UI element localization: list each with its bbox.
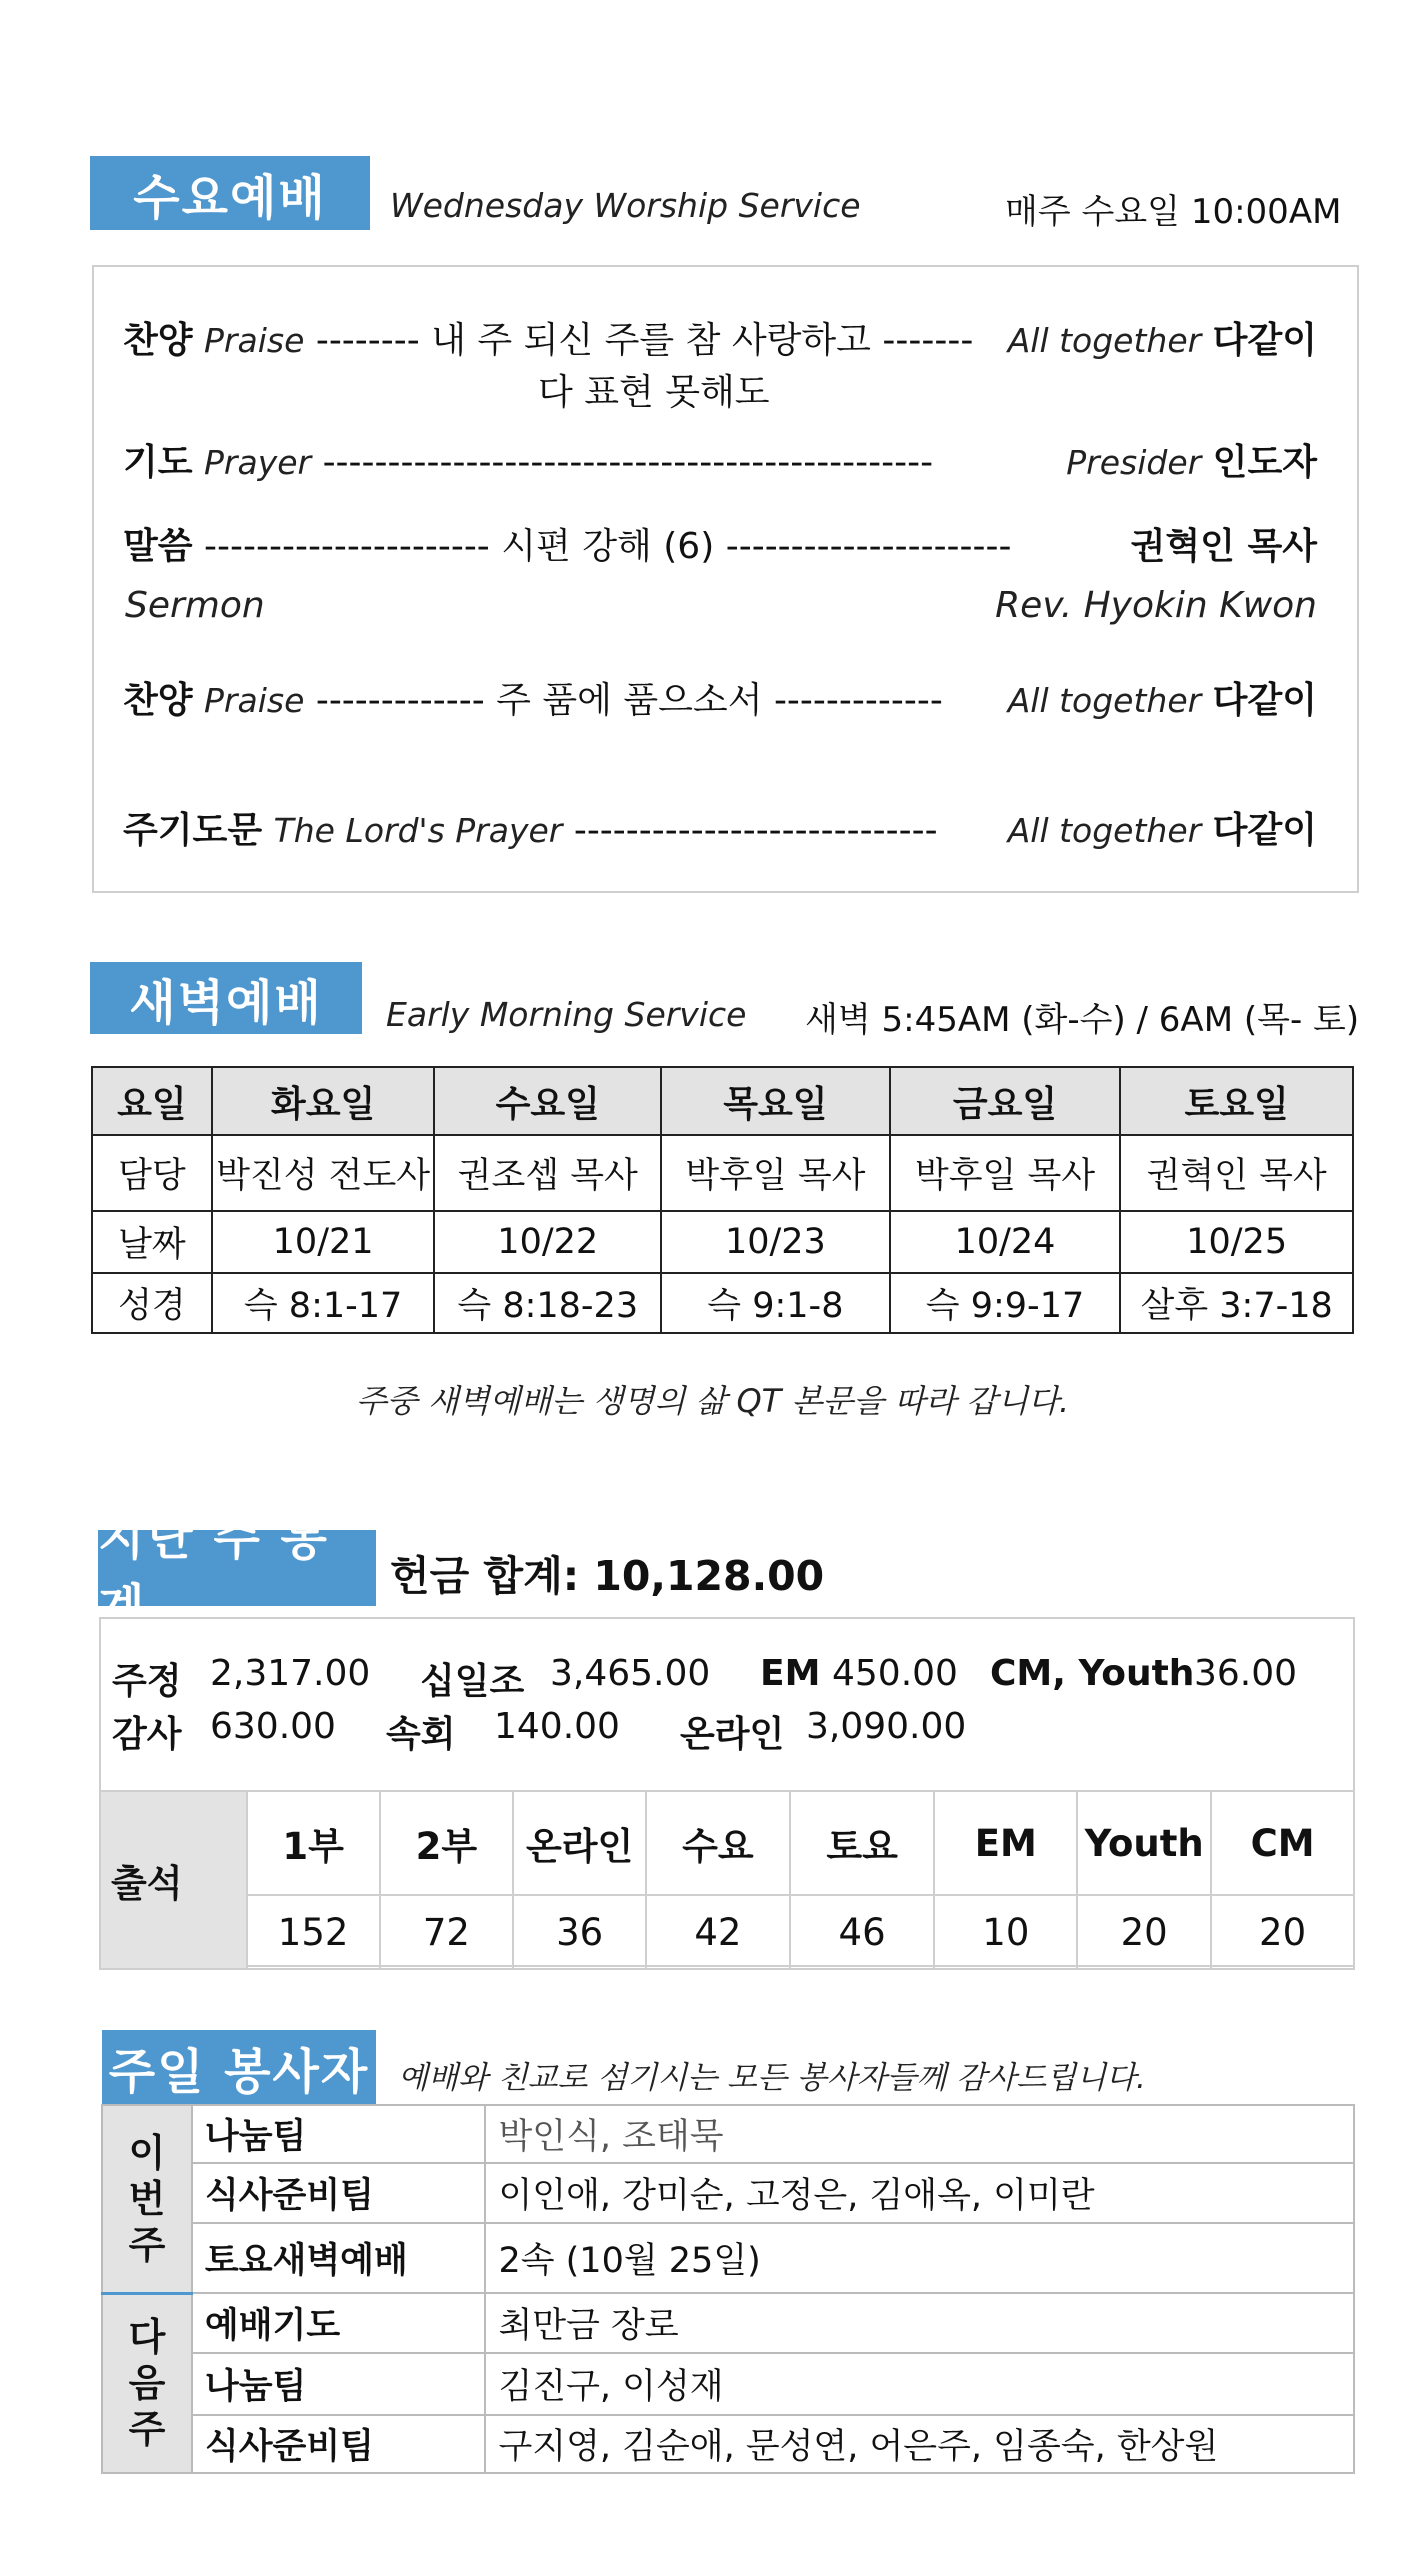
next-week-char: 주 (128, 2407, 166, 2452)
offering-value: 3,090.00 (806, 1706, 967, 1747)
dawn-cell: 10/25 (1120, 1211, 1353, 1273)
dawn-header-row (92, 1067, 1353, 1135)
volunteer-row (102, 2163, 1354, 2223)
offering-value: 450.00 (832, 1653, 958, 1694)
wed-item-praise-1-who (1008, 312, 1317, 363)
dawn-cell: 박진성 전도사 (212, 1135, 435, 1211)
attendance-value-cell: 152 (247, 1895, 380, 1969)
dawn-cell: 10/22 (434, 1211, 661, 1273)
who-ko: 다같이 (1212, 320, 1317, 361)
attendance-header-cell: CM (1211, 1791, 1354, 1895)
attendance-header-cell: 2부 (380, 1791, 514, 1895)
attendance-header-row (100, 1791, 1354, 1895)
dawn-note: 주중 새벽예배는 생명의 삶 QT 본문을 따라 갑니다. (355, 1382, 1070, 1420)
attendance-header-cell: 수요 (646, 1791, 790, 1895)
dawn-cell: 10/24 (890, 1211, 1121, 1273)
who-en: Presider (1066, 443, 1202, 482)
attendance-value-cell: 46 (790, 1895, 935, 1969)
volunteer-row (102, 2293, 1354, 2353)
volunteer-role: 식사준비팀 (192, 2415, 486, 2473)
wed-item-sermon-who: 권혁인 목사 (1130, 526, 1317, 567)
dawn-cell: 슥 8:18-23 (434, 1273, 661, 1333)
volunteer-row (102, 2223, 1354, 2293)
item-label-ko: 주기도문 (123, 810, 263, 851)
who-en: All together (1007, 811, 1202, 850)
attendance-value-cell: 42 (646, 1895, 790, 1969)
volunteer-row (102, 2415, 1354, 2473)
item-label-en: Praise (204, 681, 305, 720)
dash-leader: ------- (882, 320, 974, 361)
offering-key: CM, Youth (990, 1653, 1195, 1694)
item-label-en: The Lord's Prayer (273, 811, 563, 850)
attendance-value-cell: 20 (1077, 1895, 1211, 1969)
who-ko: 다같이 (1212, 680, 1317, 721)
volunteer-role: 식사준비팀 (192, 2163, 486, 2223)
dawn-cell: 박후일 목사 (661, 1135, 890, 1211)
item-label-ko: 기도 (123, 442, 193, 483)
dash-leader: ----------------------------------------------- (322, 442, 934, 483)
volunteer-names: 구지영, 김순애, 문성연, 어은주, 임종숙, 한상원 (485, 2415, 1354, 2473)
offering-value: 2,317.00 (210, 1653, 371, 1694)
attendance-value-cell: 72 (380, 1895, 514, 1969)
dawn-header-cell: 목요일 (661, 1067, 890, 1135)
volunteer-names: 이인애, 강미순, 고정은, 김애옥, 이미란 (485, 2163, 1354, 2223)
dawn-cell: 날짜 (92, 1211, 212, 1273)
dawn-header-cell: 요일 (92, 1067, 212, 1135)
attendance-header-cell: 토요 (790, 1791, 935, 1895)
dash-leader: ---------------------- (725, 526, 1012, 567)
volunteer-names: 최만금 장로 (485, 2293, 1354, 2353)
dawn-cell: 담당 (92, 1135, 212, 1211)
dawn-cell: 권조셉 목사 (434, 1135, 661, 1211)
wed-item-lords-prayer-who (1008, 802, 1317, 853)
item-label-en: Praise (204, 321, 305, 360)
next-week-char: 음 (128, 2361, 166, 2406)
dawn-schedule-table (91, 1066, 1354, 1334)
wed-item-praise-2 (123, 672, 943, 723)
offering-key: 감사 (112, 1714, 182, 1755)
dawn-cell: 10/21 (212, 1211, 435, 1273)
dawn-header-cell: 금요일 (890, 1067, 1121, 1135)
offering-value: 140.00 (494, 1706, 620, 1747)
dawn-row-scripture (92, 1273, 1353, 1333)
dawn-header-cell: 토요일 (1120, 1067, 1353, 1135)
volunteer-role: 나눔팀 (192, 2353, 486, 2415)
wed-item-sermon-who-en: Rev. Hyokin Kwon (995, 585, 1317, 626)
attendance-header-cell: 1부 (247, 1791, 380, 1895)
dawn-row-date (92, 1211, 1353, 1273)
volunteers-note: 예배와 친교로 섬기시는 모든 봉사자들께 감사드립니다. (398, 2060, 1146, 2096)
volunteer-names: 김진구, 이성재 (485, 2353, 1354, 2415)
who-ko: 인도자 (1212, 442, 1317, 483)
wed-item-praise-1-title2: 다 표현 못해도 (538, 372, 770, 413)
dawn-cell: 10/23 (661, 1211, 890, 1273)
attendance-value-row (100, 1895, 1354, 1969)
dash-leader: ------------- (315, 680, 485, 721)
attendance-label: 출석 (100, 1791, 247, 1969)
dawn-cell: 슥 9:1-8 (661, 1273, 890, 1333)
dash-leader: -------- (315, 320, 420, 361)
wed-item-prayer-who (1066, 434, 1317, 485)
who-en: All together (1007, 681, 1202, 720)
item-label-en: Prayer (204, 443, 312, 482)
dawn-cell: 슥 8:1-17 (212, 1273, 435, 1333)
volunteers-table (101, 2104, 1355, 2474)
dawn-section-tag: 새벽예배 (90, 962, 362, 1034)
volunteer-role: 나눔팀 (192, 2105, 486, 2163)
wed-item-lords-prayer (123, 802, 938, 853)
volunteer-row (102, 2105, 1354, 2163)
attendance-value-cell: 20 (1211, 1895, 1354, 1969)
this-week-label (102, 2105, 192, 2293)
wed-item-praise-1 (123, 312, 973, 363)
offering-value: 3,465.00 (550, 1653, 711, 1694)
dash-leader: ---------------------------- (573, 810, 938, 851)
offering-key: 십일조 (420, 1661, 525, 1702)
dawn-section-eng: Early Morning Service (386, 995, 747, 1034)
volunteer-names: 2속 (10월 25일) (485, 2223, 1354, 2293)
volunteer-role: 예배기도 (192, 2293, 486, 2353)
item-title: 시편 강해 (6) (501, 526, 715, 567)
next-week-char: 다 (128, 2315, 166, 2360)
dawn-header-cell: 수요일 (434, 1067, 661, 1135)
wed-item-prayer (123, 434, 933, 485)
item-label-ko: 찬양 (123, 320, 193, 361)
dash-leader: ------------- (773, 680, 943, 721)
volunteer-role: 토요새벽예배 (192, 2223, 486, 2293)
dawn-cell: 슥 9:9-17 (890, 1273, 1121, 1333)
next-week-label (102, 2293, 192, 2473)
stats-section-tag: 지난 주 통계 (98, 1530, 376, 1606)
this-week-char: 주 (128, 2222, 166, 2267)
attendance-table (99, 1790, 1355, 1970)
offering-key: 주정 (112, 1661, 182, 1702)
dawn-cell: 권혁인 목사 (1120, 1135, 1353, 1211)
who-ko: 다같이 (1212, 810, 1317, 851)
this-week-char: 번 (128, 2176, 166, 2221)
wed-section-tag: 수요예배 (90, 156, 370, 230)
attendance-header-cell: Youth (1077, 1791, 1211, 1895)
offering-value: 630.00 (210, 1706, 336, 1747)
offering-key: 온라인 (680, 1714, 785, 1755)
this-week-char: 이 (128, 2130, 166, 2175)
dawn-header-cell: 화요일 (212, 1067, 435, 1135)
item-label-ko: 말씀 (123, 526, 193, 567)
volunteer-row (102, 2353, 1354, 2415)
wed-section-eng: Wednesday Worship Service (390, 186, 861, 225)
dawn-section-time: 새벽 5:45AM (화-수) / 6AM (목- 토) (805, 1000, 1360, 1040)
volunteer-names: 박인식, 조태묵 (485, 2105, 1354, 2163)
volunteers-section-tag: 주일 봉사자 (102, 2030, 376, 2104)
attendance-value-cell: 36 (513, 1895, 646, 1969)
dash-leader: ---------------------- (204, 526, 490, 567)
item-title: 내 주 되신 주를 참 사랑하고 (431, 320, 871, 361)
attendance-header-cell: 온라인 (513, 1791, 646, 1895)
wed-section-time: 매주 수요일 10:00AM (1005, 192, 1342, 232)
item-label-ko: 찬양 (123, 680, 193, 721)
wed-item-sermon (123, 518, 1012, 569)
dawn-cell: 성경 (92, 1273, 212, 1333)
dawn-cell: 살후 3:7-18 (1120, 1273, 1353, 1333)
wed-item-sermon-en: Sermon (125, 585, 265, 626)
attendance-header-cell: EM (934, 1791, 1077, 1895)
attendance-value-cell: 10 (934, 1895, 1077, 1969)
stats-offering-total: 헌금 합계: 10,128.00 (390, 1552, 825, 1600)
dawn-cell: 박후일 목사 (890, 1135, 1121, 1211)
dawn-row-leader (92, 1135, 1353, 1211)
item-title: 주 품에 품으소서 (496, 680, 763, 721)
wed-item-praise-2-who (1008, 672, 1317, 723)
who-en: All together (1007, 321, 1202, 360)
offering-key: 속회 (386, 1714, 456, 1755)
offering-value: 36.00 (1194, 1653, 1298, 1694)
offering-key: EM (760, 1653, 821, 1694)
